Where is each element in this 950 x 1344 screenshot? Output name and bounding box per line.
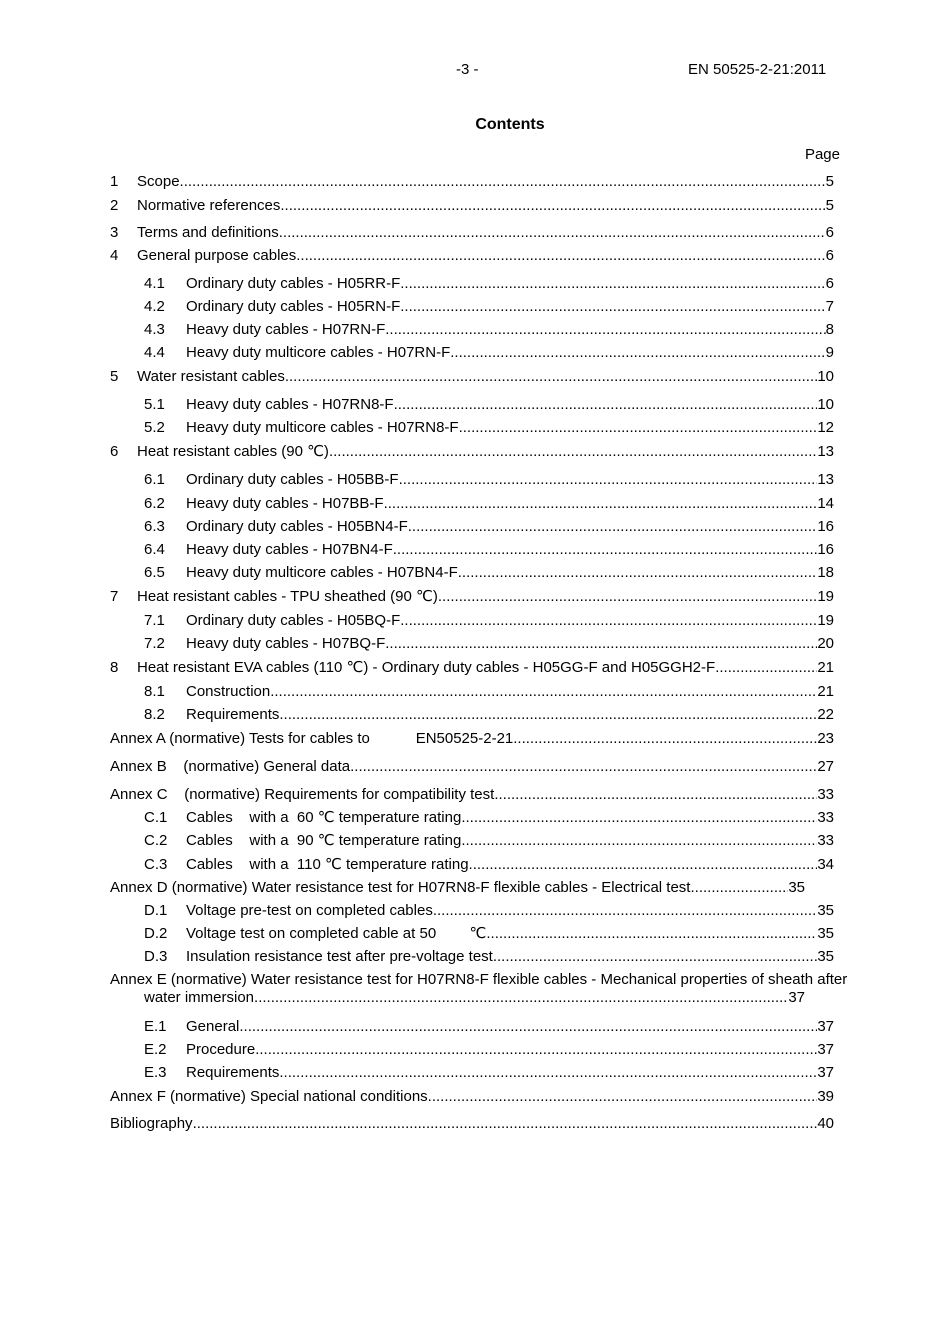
toc-entry[interactable] bbox=[110, 878, 805, 898]
toc-entry[interactable] bbox=[110, 223, 834, 243]
toc-entry-title: Heavy duty multicore cables - H07RN-F bbox=[186, 344, 451, 361]
page-column-label: Page bbox=[804, 146, 840, 163]
toc-entry-page: 19 bbox=[817, 612, 834, 629]
toc-entry-page: 37 bbox=[817, 1041, 834, 1058]
toc-entry-number: 4.1 bbox=[144, 275, 165, 292]
dot-leader bbox=[408, 517, 818, 537]
toc-entry[interactable] bbox=[144, 924, 834, 944]
toc-entry-number: 3 bbox=[110, 224, 119, 241]
page-number: -3 - bbox=[456, 61, 479, 78]
dot-leader bbox=[458, 563, 818, 583]
dot-leader bbox=[285, 367, 817, 387]
toc-entry-title: Terms and definitions bbox=[137, 224, 279, 241]
toc-entry[interactable] bbox=[144, 831, 834, 851]
dot-leader bbox=[438, 587, 817, 607]
toc-entry[interactable] bbox=[110, 1087, 834, 1107]
toc-entry-page: 14 bbox=[817, 495, 834, 512]
toc-entry-number: 6 bbox=[110, 443, 119, 460]
toc-entry-page: 20 bbox=[817, 635, 834, 652]
toc-entry-page: 21 bbox=[817, 683, 834, 700]
dot-leader bbox=[385, 634, 817, 654]
toc-entry[interactable] bbox=[110, 246, 834, 266]
toc-entry[interactable] bbox=[144, 682, 834, 702]
toc-entry-number: 8.2 bbox=[144, 706, 165, 723]
toc-entry[interactable] bbox=[144, 320, 834, 340]
toc-entry-number: 8 bbox=[110, 659, 119, 676]
toc-entry-number: 8.1 bbox=[144, 683, 165, 700]
toc-entry-page: 10 bbox=[817, 368, 834, 385]
toc-entry-page: 19 bbox=[817, 588, 834, 605]
toc-entry-page: 37 bbox=[817, 1064, 834, 1081]
toc-entry[interactable] bbox=[110, 172, 834, 192]
toc-entry-page: 18 bbox=[817, 564, 834, 581]
toc-entry[interactable] bbox=[144, 855, 834, 875]
toc-entry-title: Construction bbox=[186, 683, 271, 700]
dot-leader bbox=[180, 172, 826, 192]
toc-entry-title: Normative references bbox=[137, 197, 281, 214]
dot-leader bbox=[296, 246, 825, 266]
toc-entry-number: D.2 bbox=[144, 925, 168, 942]
dot-leader bbox=[461, 831, 817, 851]
toc-entry-title: Ordinary duty cables - H05RN-F bbox=[186, 298, 401, 315]
toc-entry[interactable] bbox=[110, 367, 834, 387]
dot-leader bbox=[329, 442, 817, 462]
toc-entry-page: 13 bbox=[817, 471, 834, 488]
toc-entry-title: Heavy duty multicore cables - H07BN4-F bbox=[186, 564, 458, 581]
dot-leader bbox=[428, 1087, 818, 1107]
dot-leader bbox=[279, 1063, 817, 1083]
toc-entry-title: Requirements bbox=[186, 706, 280, 723]
dot-leader bbox=[715, 658, 817, 678]
toc-entry[interactable] bbox=[144, 418, 834, 438]
toc-entry-title: Heat resistant cables - TPU sheathed (90 ℃) bbox=[137, 588, 438, 605]
toc-entry-page: 35 bbox=[817, 948, 834, 965]
toc-entry[interactable] bbox=[110, 658, 834, 678]
toc-entry-page: 23 bbox=[817, 730, 834, 747]
toc-entry-number: 5.2 bbox=[144, 419, 165, 436]
toc-entry-title: Requirements bbox=[186, 1064, 280, 1081]
dot-leader bbox=[400, 297, 825, 317]
toc-entry-title: General purpose cables bbox=[137, 247, 297, 264]
toc-entry-page: 40 bbox=[817, 1115, 834, 1132]
toc-entry-page: 13 bbox=[817, 443, 834, 460]
toc-entry-page: 34 bbox=[817, 856, 834, 873]
dot-leader bbox=[384, 494, 818, 514]
toc-entry-page: 37 bbox=[817, 1018, 834, 1035]
dot-leader bbox=[385, 320, 825, 340]
toc-entry-title: Ordinary duty cables - H05BB-F bbox=[186, 471, 399, 488]
toc-entry-page: 27 bbox=[817, 758, 834, 775]
toc-entry-page: 35 bbox=[817, 902, 834, 919]
toc-entry[interactable] bbox=[144, 297, 834, 317]
toc-entry-title: Annex C (normative) Requirements for compatibility test bbox=[110, 786, 495, 803]
toc-entry-number: 2 bbox=[110, 197, 119, 214]
toc-entry-page: 5 bbox=[825, 197, 834, 214]
toc-entry-page: 21 bbox=[817, 659, 834, 676]
toc-entry[interactable] bbox=[144, 494, 834, 514]
dot-leader bbox=[486, 924, 817, 944]
toc-entry-number: 6.2 bbox=[144, 495, 165, 512]
toc-entry-page: 39 bbox=[817, 1088, 834, 1105]
toc-entry-title: Annex E (normative) Water resistance test for H07RN8-F flexible cables - Mechanical properties of sheath after bbox=[110, 971, 848, 988]
dot-leader bbox=[280, 196, 825, 216]
toc-entry[interactable] bbox=[110, 757, 834, 777]
dot-leader bbox=[239, 1017, 817, 1037]
toc-entry-number: 1 bbox=[110, 173, 119, 190]
toc-entry-page: 37 bbox=[788, 989, 805, 1006]
toc-entry[interactable] bbox=[110, 729, 834, 749]
toc-entry-page: 6 bbox=[825, 224, 834, 241]
toc-entry-number: 7 bbox=[110, 588, 119, 605]
toc-entry[interactable] bbox=[144, 901, 834, 921]
dot-leader bbox=[493, 947, 817, 967]
toc-entry[interactable] bbox=[144, 808, 834, 828]
toc-entry-title: Heavy duty multicore cables - H07RN8-F bbox=[186, 419, 459, 436]
toc-entry-title: Insulation resistance test after pre-voltage test bbox=[186, 948, 493, 965]
dot-leader bbox=[469, 855, 818, 875]
toc-entry[interactable] bbox=[144, 611, 834, 631]
toc-entry-number: 5 bbox=[110, 368, 119, 385]
toc-entry-number: 4.3 bbox=[144, 321, 165, 338]
toc-entry-number: 6.4 bbox=[144, 541, 165, 558]
toc-entry[interactable] bbox=[110, 442, 834, 462]
toc-entry-title: Cables with a 90 ℃ temperature rating bbox=[186, 832, 462, 849]
dot-leader bbox=[400, 274, 825, 294]
toc-entry-page: 33 bbox=[817, 786, 834, 803]
toc-entry-title: Annex A (normative) Tests for cables to EN50525-2-21 bbox=[110, 730, 514, 747]
dot-leader bbox=[690, 878, 788, 898]
toc-entry-number: 7.2 bbox=[144, 635, 165, 652]
toc-entry-number: C.2 bbox=[144, 832, 168, 849]
toc-entry-title: Ordinary duty cables - H05BQ-F bbox=[186, 612, 401, 629]
toc-entry[interactable] bbox=[110, 1114, 834, 1134]
toc-entry-page: 9 bbox=[825, 344, 834, 361]
toc-entry[interactable] bbox=[144, 1017, 834, 1037]
toc-entry-number: 7.1 bbox=[144, 612, 165, 629]
toc-entry-number: 4.4 bbox=[144, 344, 165, 361]
toc-entry-title: Heat resistant cables (90 ℃) bbox=[137, 443, 329, 460]
toc-entry[interactable] bbox=[110, 785, 834, 805]
toc-entry-page: 33 bbox=[817, 809, 834, 826]
toc-entry-title: Bibliography bbox=[110, 1115, 193, 1132]
toc-entry-page: 16 bbox=[817, 518, 834, 535]
toc-entry-page: 12 bbox=[817, 419, 834, 436]
dot-leader bbox=[350, 757, 817, 777]
toc-entry-title: Heavy duty cables - H07BB-F bbox=[186, 495, 384, 512]
toc-entry-title: Scope bbox=[137, 173, 180, 190]
toc-entry[interactable] bbox=[144, 470, 834, 490]
dot-leader bbox=[433, 901, 817, 921]
contents-title: Contents bbox=[475, 116, 545, 133]
toc-entry[interactable] bbox=[144, 634, 834, 654]
toc-entry[interactable] bbox=[144, 705, 834, 725]
toc-entry-number: D.3 bbox=[144, 948, 168, 965]
dot-leader bbox=[461, 808, 817, 828]
dot-leader bbox=[279, 223, 826, 243]
standard-reference: EN 50525-2-21:2011 bbox=[688, 61, 827, 78]
dot-leader bbox=[494, 785, 817, 805]
toc-entry-title: Voltage pre-test on completed cables bbox=[186, 902, 433, 919]
toc-entry-number: E.1 bbox=[144, 1018, 167, 1035]
toc-entry-number: 6.3 bbox=[144, 518, 165, 535]
toc-entry-title: Cables with a 60 ℃ temperature rating bbox=[186, 809, 462, 826]
toc-entry-number: 6.1 bbox=[144, 471, 165, 488]
toc-entry[interactable] bbox=[144, 540, 834, 560]
toc-entry-title: Ordinary duty cables - H05BN4-F bbox=[186, 518, 408, 535]
toc-entry[interactable] bbox=[144, 395, 834, 415]
toc-entry[interactable] bbox=[144, 563, 834, 583]
toc-entry-number: D.1 bbox=[144, 902, 168, 919]
toc-entry-number: 5.1 bbox=[144, 396, 165, 413]
toc-entry-page: 35 bbox=[817, 925, 834, 942]
toc-entry[interactable] bbox=[144, 343, 834, 363]
toc-entry-number: E.3 bbox=[144, 1064, 167, 1081]
dot-leader bbox=[513, 729, 817, 749]
toc-entry[interactable] bbox=[144, 517, 834, 537]
toc-entry-number: 4 bbox=[110, 247, 119, 264]
toc-entry-title: Annex B (normative) General data bbox=[110, 758, 351, 775]
toc-entry-page: 10 bbox=[817, 396, 834, 413]
toc-entry-page: 8 bbox=[825, 321, 834, 338]
toc-entry-title: Heavy duty cables - H07RN8-F bbox=[186, 396, 394, 413]
toc-entry-number: 6.5 bbox=[144, 564, 165, 581]
dot-leader bbox=[254, 989, 788, 1007]
toc-entry-title: Cables with a 110 ℃ temperature rating bbox=[186, 856, 469, 873]
toc-entry-title: Annex D (normative) Water resistance test for H07RN8-F flexible cables - Electrical test bbox=[110, 879, 691, 896]
toc-entry-page: 6 bbox=[825, 275, 834, 292]
dot-leader bbox=[399, 470, 818, 490]
toc-entry-number: C.3 bbox=[144, 856, 168, 873]
toc-entry-title: Ordinary duty cables - H05RR-F bbox=[186, 275, 401, 292]
toc-entry-page: 7 bbox=[825, 298, 834, 315]
dot-leader bbox=[459, 418, 818, 438]
toc-entry-page: 22 bbox=[817, 706, 834, 723]
toc-entry[interactable] bbox=[144, 1040, 834, 1060]
toc-entry[interactable] bbox=[110, 971, 908, 1007]
toc-entry[interactable] bbox=[110, 587, 834, 607]
toc-entry-page: 6 bbox=[825, 247, 834, 264]
toc-entry[interactable] bbox=[144, 947, 834, 967]
toc-entry-number: C.1 bbox=[144, 809, 168, 826]
toc-entry-number: 4.2 bbox=[144, 298, 165, 315]
toc-entry-title: Heavy duty cables - H07RN-F bbox=[186, 321, 386, 338]
dot-leader bbox=[255, 1040, 817, 1060]
toc-entry-page: 5 bbox=[825, 173, 834, 190]
toc-entry-title-continued: water immersion bbox=[144, 989, 255, 1006]
toc-entry[interactable] bbox=[144, 274, 834, 294]
toc-entry[interactable] bbox=[110, 196, 834, 216]
toc-entry-page: 16 bbox=[817, 541, 834, 558]
toc-entry-number: E.2 bbox=[144, 1041, 167, 1058]
toc-entry-title: General bbox=[186, 1018, 240, 1035]
toc-entry-title: Heat resistant EVA cables (110 ℃) - Ordinary duty cables - H05GG-F and H05GGH2-F bbox=[137, 659, 716, 676]
toc-entry[interactable] bbox=[144, 1063, 834, 1083]
toc-entry-title: Annex F (normative) Special national conditions bbox=[110, 1088, 428, 1105]
toc-entry-page: 35 bbox=[788, 879, 805, 896]
dot-leader bbox=[193, 1114, 818, 1134]
dot-leader bbox=[394, 395, 818, 415]
toc-entry-title: Heavy duty cables - H07BN4-F bbox=[186, 541, 393, 558]
dot-leader bbox=[279, 705, 817, 725]
dot-leader bbox=[450, 343, 825, 363]
toc-entry-title: Water resistant cables bbox=[137, 368, 285, 385]
toc-entry-title: Procedure bbox=[186, 1041, 256, 1058]
toc-entry-page: 33 bbox=[817, 832, 834, 849]
dot-leader bbox=[393, 540, 818, 560]
dot-leader bbox=[270, 682, 817, 702]
toc-entry-title: Voltage test on completed cable at 50 ℃ bbox=[186, 925, 487, 942]
dot-leader bbox=[400, 611, 817, 631]
toc-entry-title: Heavy duty cables - H07BQ-F bbox=[186, 635, 386, 652]
